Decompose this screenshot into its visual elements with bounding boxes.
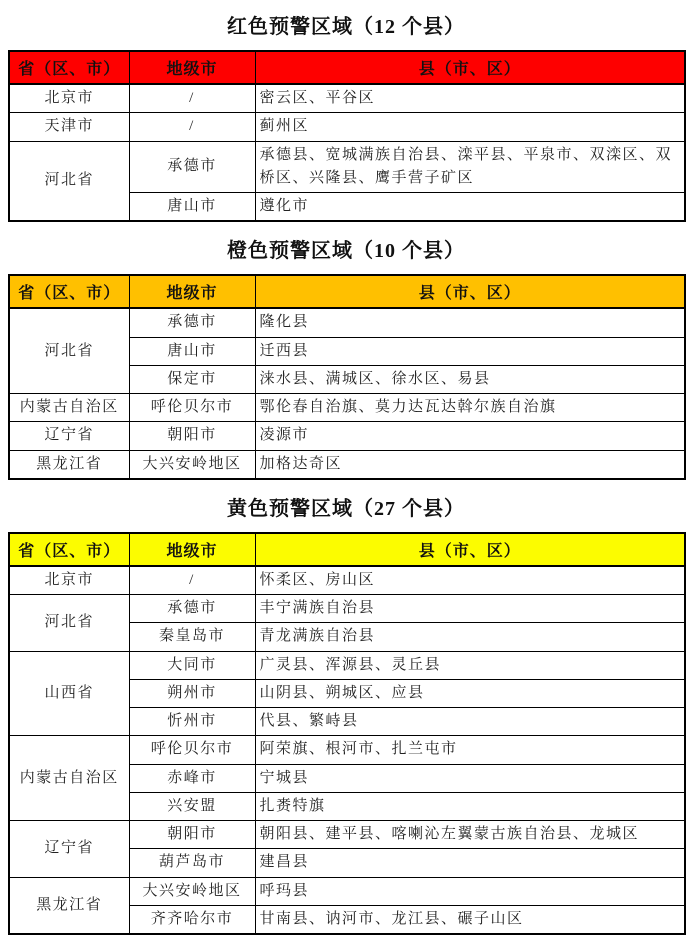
column-header-0: 省（区、市） [9, 533, 129, 566]
counties-cell: 鄂伦春自治旗、莫力达瓦达斡尔族自治旗 [255, 394, 685, 422]
city-cell: 赤峰市 [129, 764, 255, 792]
column-header-2: 县（市、区） [255, 533, 685, 566]
orange-warning-table [8, 274, 686, 480]
column-header-1: 地级市 [129, 533, 255, 566]
province-cell: 河北省 [9, 141, 129, 221]
city-cell: 葫芦岛市 [129, 849, 255, 877]
counties-cell: 宁城县 [255, 764, 685, 792]
column-header-1: 地级市 [129, 275, 255, 308]
city-cell: / [129, 566, 255, 595]
column-header-0: 省（区、市） [9, 51, 129, 84]
province-cell: 北京市 [9, 566, 129, 595]
table-header-row [9, 275, 685, 308]
table-row [9, 450, 685, 479]
city-cell: 保定市 [129, 365, 255, 393]
counties-cell: 涞水县、满城区、徐水区、易县 [255, 365, 685, 393]
table-row [9, 113, 685, 141]
counties-cell: 加格达奇区 [255, 450, 685, 479]
section-red-warning [8, 10, 684, 222]
city-cell: 朔州市 [129, 679, 255, 707]
province-cell: 山西省 [9, 651, 129, 736]
section-title-orange: 橙色预警区域（10 个县） [227, 240, 465, 263]
city-cell: 大兴安岭地区 [129, 877, 255, 905]
counties-cell: 广灵县、浑源县、灵丘县 [255, 651, 685, 679]
table-row [9, 736, 685, 764]
counties-cell: 建昌县 [255, 849, 685, 877]
city-cell: 呼伦贝尔市 [129, 394, 255, 422]
counties-cell: 阿荣旗、根河市、扎兰屯市 [255, 736, 685, 764]
column-header-1: 地级市 [129, 51, 255, 84]
counties-cell: 遵化市 [255, 193, 685, 222]
table-row [9, 141, 685, 193]
red-warning-table [8, 50, 686, 222]
table-header-row [9, 51, 685, 84]
city-cell: 唐山市 [129, 337, 255, 365]
section-title-yellow: 黄色预警区域（27 个县） [227, 497, 465, 520]
section-orange-warning [8, 234, 684, 480]
table-row [9, 651, 685, 679]
province-cell: 内蒙古自治区 [9, 736, 129, 821]
city-cell: 朝阳市 [129, 821, 255, 849]
counties-cell: 隆化县 [255, 308, 685, 337]
section-yellow-warning [8, 492, 684, 935]
city-cell: 朝阳市 [129, 422, 255, 450]
city-cell: 大兴安岭地区 [129, 450, 255, 479]
city-cell: / [129, 84, 255, 113]
city-cell: 大同市 [129, 651, 255, 679]
province-cell: 北京市 [9, 84, 129, 113]
table-row [9, 422, 685, 450]
column-header-2: 县（市、区） [255, 275, 685, 308]
table-row [9, 821, 685, 849]
city-cell: 承德市 [129, 141, 255, 193]
city-cell: 齐齐哈尔市 [129, 905, 255, 934]
province-cell: 黑龙江省 [9, 877, 129, 934]
section-title-red: 红色预警区域（12 个县） [227, 16, 465, 38]
city-cell: 承德市 [129, 308, 255, 337]
city-cell: 忻州市 [129, 708, 255, 736]
table-header-row [9, 533, 685, 566]
counties-cell: 甘南县、讷河市、龙江县、碾子山区 [255, 905, 685, 934]
counties-cell: 丰宁满族自治县 [255, 595, 685, 623]
province-cell: 内蒙古自治区 [9, 394, 129, 422]
counties-cell: 呼玛县 [255, 877, 685, 905]
table-row [9, 394, 685, 422]
counties-cell: 凌源市 [255, 422, 685, 450]
table-row [9, 84, 685, 113]
counties-cell: 朝阳县、建平县、喀喇沁左翼蒙古族自治县、龙城区 [255, 821, 685, 849]
table-row [9, 877, 685, 905]
counties-cell: 代县、繁峙县 [255, 708, 685, 736]
table-row [9, 595, 685, 623]
city-cell: 兴安盟 [129, 792, 255, 820]
counties-cell: 扎赉特旗 [255, 792, 685, 820]
counties-cell: 怀柔区、房山区 [255, 566, 685, 595]
counties-cell: 迁西县 [255, 337, 685, 365]
city-cell: 秦皇岛市 [129, 623, 255, 651]
province-cell: 辽宁省 [9, 422, 129, 450]
province-cell: 河北省 [9, 308, 129, 393]
yellow-warning-table [8, 532, 686, 935]
counties-cell: 密云区、平谷区 [255, 84, 685, 113]
province-cell: 黑龙江省 [9, 450, 129, 479]
city-cell: 唐山市 [129, 193, 255, 222]
city-cell: 承德市 [129, 595, 255, 623]
province-cell: 辽宁省 [9, 821, 129, 878]
province-cell: 天津市 [9, 113, 129, 141]
column-header-0: 省（区、市） [9, 275, 129, 308]
counties-cell: 山阴县、朔城区、应县 [255, 679, 685, 707]
counties-cell: 蓟州区 [255, 113, 685, 141]
city-cell: / [129, 113, 255, 141]
table-row [9, 308, 685, 337]
table-row [9, 566, 685, 595]
counties-cell: 承德县、宽城满族自治县、滦平县、平泉市、双滦区、双桥区、兴隆县、鹰手营子矿区 [255, 141, 685, 193]
province-cell: 河北省 [9, 595, 129, 652]
counties-cell: 青龙满族自治县 [255, 623, 685, 651]
column-header-2: 县（市、区） [255, 51, 685, 84]
city-cell: 呼伦贝尔市 [129, 736, 255, 764]
